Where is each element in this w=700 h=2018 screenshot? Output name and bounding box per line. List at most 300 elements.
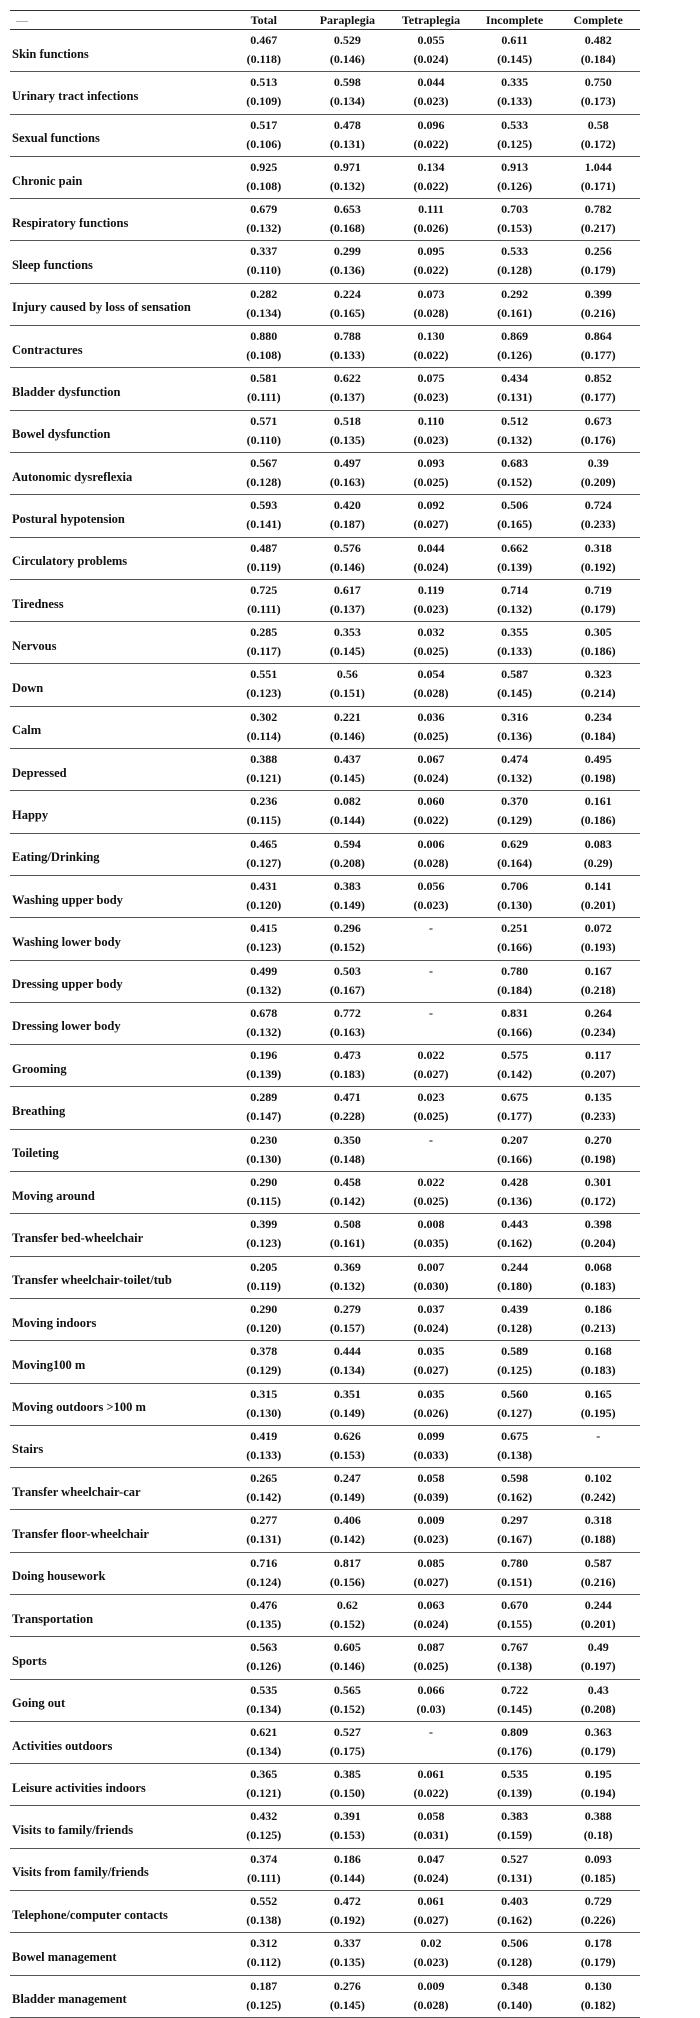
cell-estimate: 0.767 (501, 1640, 529, 1655)
cell-standard-error: (0.197) (580, 1659, 616, 1674)
table-cell (389, 1256, 473, 1298)
cell-standard-error: (0.142) (329, 1532, 365, 1547)
cell-standard-error: (0.167) (329, 982, 365, 997)
cell-estimate: 0.061 (417, 1767, 445, 1782)
cell-estimate: 0.880 (250, 329, 278, 344)
cell-estimate: 0.670 (501, 1597, 529, 1612)
cell-estimate: 0.472 (333, 1894, 361, 1909)
cell-estimate: 0.869 (501, 329, 529, 344)
table-cell (389, 368, 473, 410)
cell-standard-error: (0.123) (246, 686, 282, 701)
cell-standard-error: (0.024) (413, 559, 449, 574)
table-row (10, 199, 640, 241)
cell-standard-error: (0.214) (580, 686, 616, 701)
cell-standard-error: (0.117) (246, 644, 281, 659)
cell-estimate: 0.318 (584, 540, 612, 555)
cell-estimate: 0.058 (417, 1471, 445, 1486)
cell-estimate: 0.497 (333, 455, 361, 470)
row-label: Bowel dysfunction (12, 427, 111, 442)
row-label: Injury caused by loss of sensation (12, 300, 191, 315)
table-cell (473, 1383, 557, 1425)
table-cell (222, 1002, 306, 1044)
table-cell (389, 1637, 473, 1679)
cell-standard-error: (0.126) (497, 178, 533, 193)
table-cell (473, 1552, 557, 1594)
row-label: Respiratory functions (12, 215, 129, 230)
cell-standard-error: (0.134) (246, 1743, 282, 1758)
cell-estimate: 0.054 (417, 667, 445, 682)
cell-estimate: 0.474 (501, 752, 529, 767)
cell-standard-error: (0.139) (497, 559, 533, 574)
cell-estimate: 0.056 (417, 878, 445, 893)
table-cell (473, 1045, 557, 1087)
table-cell (389, 918, 473, 960)
cell-standard-error: (0.193) (580, 940, 616, 955)
table-cell (389, 1425, 473, 1467)
table-cell (222, 1848, 306, 1890)
cell-standard-error: (0.151) (329, 686, 365, 701)
cell-estimate: 0.56 (336, 667, 358, 682)
cell-standard-error: (0.233) (580, 1109, 616, 1124)
cell-estimate: 0.535 (250, 1682, 278, 1697)
row-label: Autonomic dysreflexia (12, 469, 133, 484)
cell-standard-error: (0.217) (580, 221, 616, 236)
table-cell (556, 1214, 640, 1256)
cell-estimate: 0.49 (587, 1640, 609, 1655)
cell-standard-error: (0.136) (497, 728, 533, 743)
table-cell (306, 1594, 390, 1636)
cell-standard-error: (0.120) (246, 897, 282, 912)
table-cell (389, 1594, 473, 1636)
table-row (10, 1552, 640, 1594)
table-cell (389, 1806, 473, 1848)
table-cell (222, 1552, 306, 1594)
cell-standard-error: (0.023) (413, 897, 449, 912)
cell-estimate: 0.473 (333, 1048, 361, 1063)
table-cell (473, 1129, 557, 1171)
row-label: Dressing upper body (12, 977, 123, 992)
cell-estimate: 0.102 (584, 1471, 612, 1486)
cell-estimate: 0.420 (333, 498, 361, 513)
cell-standard-error: (0.128) (497, 263, 533, 278)
table-cell (389, 452, 473, 494)
cell-estimate: 0.186 (333, 1851, 361, 1866)
table-row (10, 156, 640, 198)
cell-estimate: 0.512 (501, 413, 529, 428)
table-cell (306, 1510, 390, 1552)
table-cell (473, 199, 557, 241)
table-cell (473, 1172, 557, 1214)
table-cell (473, 960, 557, 1002)
cell-estimate: 0.43 (587, 1682, 609, 1697)
table-cell (556, 495, 640, 537)
cell-standard-error: (0.025) (413, 1194, 449, 1209)
cell-standard-error: (0.125) (246, 1997, 282, 2012)
table-cell (556, 1933, 640, 1975)
cell-estimate: 0.353 (333, 625, 361, 640)
cell-estimate: 0.047 (417, 1851, 445, 1866)
table-cell (389, 1721, 473, 1763)
cell-standard-error: (0.131) (329, 136, 365, 151)
cell-standard-error: (0.128) (497, 1955, 533, 1970)
table-cell (389, 283, 473, 325)
cell-standard-error: (0.167) (497, 1532, 533, 1547)
table-row (10, 537, 640, 579)
table-row (10, 579, 640, 621)
cell-estimate: 0.075 (417, 371, 445, 386)
table-cell (306, 1002, 390, 1044)
table-cell (473, 791, 557, 833)
row-label: Tiredness (12, 596, 64, 611)
cell-estimate: 0.673 (584, 413, 612, 428)
cell-estimate: 0.714 (501, 582, 529, 597)
cell-estimate: - (428, 1132, 433, 1147)
cell-standard-error: (0.216) (580, 1574, 616, 1589)
cell-estimate: 0.264 (584, 1005, 612, 1020)
table-cell (473, 1341, 557, 1383)
table-cell (306, 199, 390, 241)
cell-standard-error: (0.177) (497, 1109, 533, 1124)
table-row (10, 72, 640, 114)
cell-estimate: 0.678 (250, 1005, 278, 1020)
table-cell (556, 1510, 640, 1552)
cell-estimate: 0.780 (501, 1555, 529, 1570)
cell-standard-error: (0.121) (246, 771, 282, 786)
table-row (10, 1933, 640, 1975)
cell-standard-error: (0.142) (329, 1194, 365, 1209)
cell-standard-error: (0.153) (329, 1828, 365, 1843)
cell-standard-error: (0.147) (246, 1109, 282, 1124)
cell-standard-error: (0.179) (580, 601, 616, 616)
table-cell (389, 1764, 473, 1806)
cell-standard-error: (0.177) (580, 390, 616, 405)
table-cell (389, 1214, 473, 1256)
cell-standard-error: (0.030) (413, 1278, 449, 1293)
cell-standard-error: (0.022) (413, 348, 449, 363)
cell-estimate: 0.551 (250, 667, 278, 682)
cell-standard-error: (0.022) (413, 263, 449, 278)
cell-standard-error: (0.233) (580, 517, 616, 532)
cell-standard-error: (0.145) (497, 52, 533, 66)
cell-estimate: - (428, 963, 433, 978)
cell-standard-error: (0.173) (580, 94, 616, 109)
cell-standard-error: (0.29) (583, 855, 613, 870)
cell-estimate: 0.391 (333, 1809, 361, 1824)
table-cell (222, 1298, 306, 1340)
column-header-incomplete: Incomplete (473, 11, 557, 30)
cell-estimate: 0.719 (584, 582, 612, 597)
cell-estimate: 0.971 (333, 159, 361, 174)
table-row (10, 1383, 640, 1425)
table-cell (306, 918, 390, 960)
table-cell (222, 1975, 306, 2017)
table-cell (473, 326, 557, 368)
table-row (10, 1510, 640, 1552)
table-cell (473, 1298, 557, 1340)
cell-estimate: 0.265 (250, 1471, 278, 1486)
table-cell (222, 664, 306, 706)
table-cell (556, 1637, 640, 1679)
table-row (10, 1721, 640, 1763)
table-row (10, 241, 640, 283)
cell-estimate: 0.565 (333, 1682, 361, 1697)
table-cell (556, 918, 640, 960)
cell-estimate: 0.662 (501, 540, 529, 555)
cell-estimate: 0.224 (333, 286, 361, 301)
cell-estimate: 0.465 (250, 836, 278, 851)
cell-standard-error: (0.146) (329, 728, 365, 743)
row-label: Bowel management (12, 1950, 117, 1964)
cell-estimate: 0.385 (333, 1767, 361, 1782)
column-header-complete: Complete (556, 11, 640, 30)
cell-estimate: 0.567 (250, 455, 278, 470)
cell-standard-error: (0.207) (580, 1067, 616, 1082)
cell-estimate: 0.006 (417, 836, 445, 851)
table-cell (556, 749, 640, 791)
cell-standard-error: (0.182) (580, 1997, 616, 2012)
cell-estimate: 0.085 (417, 1555, 445, 1570)
cell-estimate: 0.443 (501, 1217, 529, 1232)
table-cell (222, 1721, 306, 1763)
table-cell (306, 1933, 390, 1975)
cell-standard-error: (0.131) (497, 1870, 533, 1885)
row-label: Transfer wheelchair-car (12, 1484, 141, 1499)
table-cell (222, 156, 306, 198)
cell-estimate: 0.593 (250, 498, 278, 513)
cell-estimate: 0.431 (250, 878, 278, 893)
cell-estimate: 0.529 (333, 33, 361, 47)
cell-standard-error: (0.026) (413, 221, 449, 236)
table-cell (389, 410, 473, 452)
cell-standard-error: (0.149) (329, 897, 365, 912)
cell-standard-error: (0.134) (329, 94, 365, 109)
table-cell (306, 749, 390, 791)
table-cell (222, 1425, 306, 1467)
cell-standard-error: (0.145) (329, 771, 365, 786)
cell-estimate: 0.350 (333, 1132, 361, 1147)
cell-standard-error: (0.027) (413, 1913, 449, 1928)
cell-standard-error: (0.195) (580, 1405, 616, 1420)
cell-standard-error: (0.216) (580, 305, 616, 320)
cell-estimate: 0.205 (250, 1259, 278, 1274)
table-cell (473, 495, 557, 537)
cell-estimate: 0.035 (417, 1386, 445, 1401)
table-row (10, 622, 640, 664)
table-cell (306, 1806, 390, 1848)
column-header-paraplegia: Paraplegia (306, 11, 390, 30)
cell-estimate: 0.141 (584, 878, 612, 893)
table-cell (473, 1256, 557, 1298)
table-cell (389, 72, 473, 114)
cell-estimate: 0.068 (584, 1259, 612, 1274)
table-cell (222, 30, 306, 72)
cell-standard-error: (0.18) (583, 1828, 613, 1843)
table-cell (389, 1172, 473, 1214)
cell-standard-error: (0.192) (329, 1913, 365, 1928)
table-cell (556, 1552, 640, 1594)
table-row (10, 1214, 640, 1256)
cell-standard-error: (0.163) (329, 474, 365, 489)
table-cell (306, 1468, 390, 1510)
cell-standard-error: (0.027) (413, 1067, 449, 1082)
table-cell (473, 918, 557, 960)
cell-standard-error: (0.027) (413, 517, 449, 532)
table-row (10, 791, 640, 833)
cell-estimate: 0.305 (584, 625, 612, 640)
cell-standard-error: (0.126) (497, 348, 533, 363)
table-row (10, 706, 640, 748)
cell-standard-error: (0.024) (413, 52, 449, 66)
cell-estimate: 0.044 (417, 75, 445, 90)
table-row (10, 1468, 640, 1510)
table-cell (389, 664, 473, 706)
cell-estimate: 0.495 (584, 752, 612, 767)
table-cell (473, 622, 557, 664)
table-cell (389, 326, 473, 368)
cell-standard-error: (0.172) (580, 1194, 616, 1209)
cell-standard-error: (0.022) (413, 178, 449, 193)
cell-estimate: 0.517 (250, 117, 278, 132)
table-cell (473, 452, 557, 494)
row-label: Transfer bed-wheelchair (12, 1230, 144, 1245)
table-cell (556, 1848, 640, 1890)
cell-estimate: 0.066 (417, 1682, 445, 1697)
table-cell (306, 1383, 390, 1425)
table-cell (306, 1129, 390, 1171)
cell-estimate: 0.058 (417, 1809, 445, 1824)
table-cell (389, 1891, 473, 1933)
table-cell (389, 1933, 473, 1975)
cell-standard-error: (0.110) (246, 432, 281, 447)
cell-estimate: 0.072 (584, 921, 612, 936)
corner-header: — (10, 11, 222, 30)
cell-standard-error: (0.022) (413, 813, 449, 828)
table-cell (473, 749, 557, 791)
cell-standard-error: (0.161) (329, 1236, 365, 1251)
cell-standard-error: (0.132) (246, 221, 282, 236)
cell-standard-error: (0.035) (413, 1236, 449, 1251)
cell-estimate: - (428, 921, 433, 936)
cell-standard-error: (0.152) (329, 1616, 365, 1631)
cell-estimate: 0.434 (501, 371, 529, 386)
cell-estimate: 0.323 (584, 667, 612, 682)
cell-standard-error: (0.198) (580, 1151, 616, 1166)
cell-standard-error: (0.119) (246, 559, 281, 574)
cell-standard-error: (0.184) (580, 52, 616, 66)
table-cell (473, 537, 557, 579)
cell-estimate: 0.589 (501, 1344, 529, 1359)
cell-estimate: 0.467 (250, 33, 278, 47)
table-cell (389, 199, 473, 241)
table-cell (389, 1510, 473, 1552)
cell-estimate: 0.161 (584, 794, 612, 809)
table-cell (222, 72, 306, 114)
table-cell (556, 664, 640, 706)
cell-standard-error: (0.133) (329, 348, 365, 363)
cell-estimate: 0.527 (501, 1851, 529, 1866)
cell-standard-error: (0.242) (580, 1490, 616, 1505)
header-row (10, 11, 640, 30)
cell-estimate: 0.571 (250, 413, 278, 428)
cell-estimate: 0.256 (584, 244, 612, 259)
cell-standard-error: (0.022) (413, 1786, 449, 1801)
cell-estimate: 0.130 (417, 329, 445, 344)
table-cell (222, 791, 306, 833)
cell-estimate: - (428, 1005, 433, 1020)
cell-standard-error: (0.132) (246, 982, 282, 997)
table-cell (222, 199, 306, 241)
cell-standard-error: (0.132) (246, 1024, 282, 1039)
cell-standard-error: (0.142) (246, 1490, 282, 1505)
table-cell (473, 1891, 557, 1933)
table-row (10, 368, 640, 410)
table-row (10, 326, 640, 368)
table-cell (556, 1594, 640, 1636)
cell-standard-error: (0.175) (329, 1743, 365, 1758)
table-cell (556, 1341, 640, 1383)
table-row (10, 495, 640, 537)
cell-estimate: 0.234 (584, 709, 612, 724)
cell-estimate: 0.722 (501, 1682, 529, 1697)
table-row (10, 1806, 640, 1848)
cell-standard-error: (0.134) (329, 1363, 365, 1378)
cell-estimate: 0.378 (250, 1344, 278, 1359)
table-cell (306, 537, 390, 579)
table-cell (222, 918, 306, 960)
row-label: Transfer floor-wheelchair (12, 1527, 149, 1542)
row-label: Washing upper body (12, 892, 123, 907)
cell-standard-error: (0.125) (246, 1828, 282, 1843)
cell-estimate: 0.355 (501, 625, 529, 640)
cell-standard-error: (0.192) (580, 559, 616, 574)
cell-estimate: 0.533 (501, 244, 529, 259)
cell-estimate: 0.037 (417, 1301, 445, 1316)
table-cell (306, 241, 390, 283)
cell-standard-error: (0.130) (246, 1151, 282, 1166)
row-label: Stairs (12, 1442, 44, 1457)
table-cell (306, 791, 390, 833)
table-cell (556, 960, 640, 1002)
cell-standard-error: (0.127) (246, 855, 282, 870)
table-cell (306, 1891, 390, 1933)
table-cell (389, 30, 473, 72)
cell-standard-error: (0.155) (497, 1616, 533, 1631)
cell-standard-error: (0.135) (329, 1955, 365, 1970)
cell-standard-error: (0.148) (329, 1151, 365, 1166)
table-cell (556, 791, 640, 833)
cell-standard-error: (0.184) (580, 728, 616, 743)
table-cell (389, 241, 473, 283)
cell-estimate: 0.082 (333, 794, 361, 809)
table-cell (222, 283, 306, 325)
table-cell (556, 1975, 640, 2017)
cell-estimate: 0.110 (417, 413, 445, 428)
table-row (10, 1298, 640, 1340)
cell-standard-error: (0.039) (413, 1490, 449, 1505)
cell-estimate: 0.575 (501, 1048, 529, 1063)
table-cell (473, 1848, 557, 1890)
table-cell (389, 706, 473, 748)
cell-estimate: 0.478 (333, 117, 361, 132)
cell-estimate: 0.581 (250, 371, 278, 386)
cell-standard-error: (0.028) (413, 1997, 449, 2012)
cell-standard-error: (0.162) (497, 1236, 533, 1251)
table-cell (306, 410, 390, 452)
table-cell (222, 1637, 306, 1679)
row-label: Grooming (12, 1061, 67, 1076)
cell-estimate: 0.290 (250, 1301, 278, 1316)
table-cell (473, 30, 557, 72)
